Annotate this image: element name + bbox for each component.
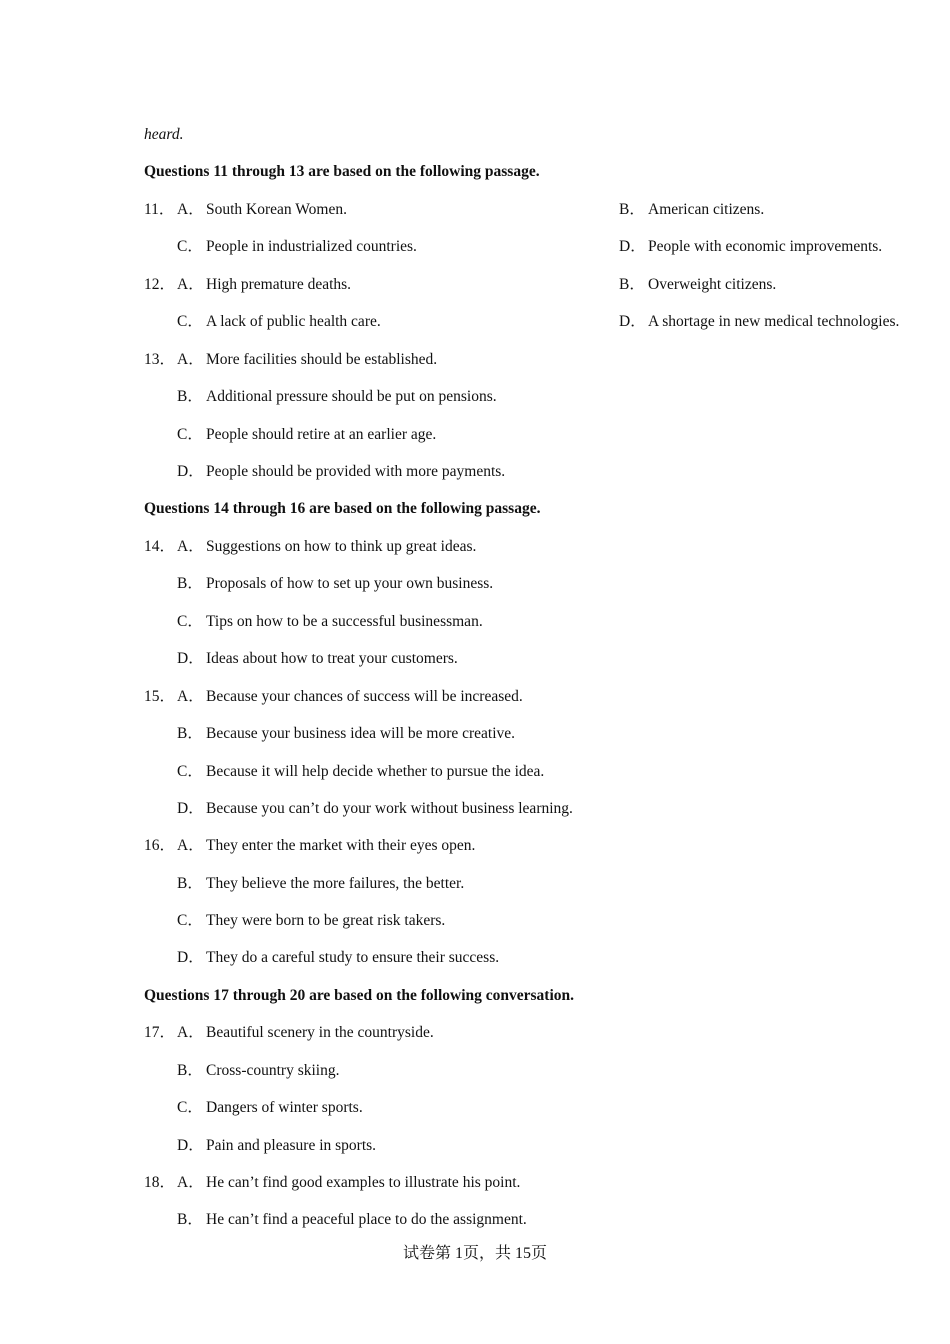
option-letter: C． xyxy=(177,238,203,255)
question-12 xyxy=(144,275,777,295)
option-line xyxy=(144,462,505,482)
option-text: Overweight citizens. xyxy=(648,276,777,293)
option-d xyxy=(619,312,899,332)
option-d xyxy=(619,237,882,257)
option-letter: A． xyxy=(177,1024,204,1041)
question-number: 11． xyxy=(144,201,175,218)
option-text: Cross-country skiing. xyxy=(206,1062,340,1079)
option-text: Dangers of winter sports. xyxy=(206,1099,363,1116)
option-line xyxy=(144,799,573,819)
section-heading: Questions 17 through 20 are based on the following conversation. xyxy=(144,987,575,1004)
option-text: A shortage in new medical technologies. xyxy=(648,313,900,330)
option-b xyxy=(619,200,764,220)
option-line xyxy=(144,948,499,968)
option-letter: A． xyxy=(177,276,204,293)
option-letter: B． xyxy=(177,575,203,592)
option-letter: C． xyxy=(177,1099,203,1116)
question-12-row-2 xyxy=(144,312,900,332)
option-text: He can’t find a peaceful place to do the assignment. xyxy=(206,1211,527,1228)
lead-in-text: heard. xyxy=(144,126,184,143)
option-letter: B． xyxy=(177,725,203,742)
option-letter: B． xyxy=(177,1062,203,1079)
option-text: Because your chances of success will be increased. xyxy=(206,688,523,705)
section-heading: Questions 11 through 13 are based on the following passage. xyxy=(144,163,540,180)
option-text: Proposals of how to set up your own business. xyxy=(206,575,494,592)
option-text: Because you can’t do your work without business learning. xyxy=(206,800,573,817)
option-text: They do a careful study to ensure their success. xyxy=(206,949,500,966)
option-letter: B． xyxy=(177,875,203,892)
question-number: 18． xyxy=(144,1174,176,1191)
option-line xyxy=(144,762,544,782)
option-line xyxy=(144,612,483,632)
option-text: Tips on how to be a successful businessman. xyxy=(206,613,483,630)
question-number: 13． xyxy=(144,351,176,368)
question-18 xyxy=(144,1173,520,1193)
option-text: Because it will help decide whether to pursue the idea. xyxy=(206,763,545,780)
option-letter: A． xyxy=(177,837,204,854)
option-line xyxy=(144,1210,527,1230)
option-letter: B． xyxy=(177,1211,203,1228)
option-letter: B． xyxy=(177,388,203,405)
option-letter: A． xyxy=(177,351,204,368)
question-number: 14． xyxy=(144,538,176,555)
question-number: 17． xyxy=(144,1024,176,1041)
option-text: Beautiful scenery in the countryside. xyxy=(206,1024,434,1041)
option-b xyxy=(619,275,776,295)
option-text: Pain and pleasure in sports. xyxy=(206,1137,377,1154)
option-letter: C． xyxy=(177,763,203,780)
section-heading: Questions 14 through 16 are based on the following passage. xyxy=(144,500,541,517)
option-letter: C． xyxy=(177,426,203,443)
option-letter: C． xyxy=(177,313,203,330)
question-number: 16． xyxy=(144,837,176,854)
question-15 xyxy=(144,687,523,707)
option-line xyxy=(144,724,515,744)
page-footer: 试卷第 1页，共 15页 xyxy=(402,1245,547,1262)
question-17 xyxy=(144,1023,434,1043)
question-11-row-2 xyxy=(144,237,883,257)
option-text: Additional pressure should be put on pensions. xyxy=(206,388,497,405)
option-text: He can’t find good examples to illustrate his point. xyxy=(206,1174,521,1191)
option-text: They were born to be great risk takers. xyxy=(206,912,446,929)
option-letter: B． xyxy=(619,276,645,293)
option-text: People in industrialized countries. xyxy=(206,238,417,255)
option-letter: A． xyxy=(177,1174,204,1191)
question-16 xyxy=(144,836,475,856)
option-text: Because your business idea will be more creative. xyxy=(206,725,516,742)
option-text: South Korean Women. xyxy=(206,201,347,218)
question-13 xyxy=(144,350,437,370)
option-letter: D． xyxy=(177,463,204,480)
option-text: People should be provided with more payments. xyxy=(206,463,506,480)
option-text: High premature deaths. xyxy=(206,276,352,293)
option-letter: D． xyxy=(177,650,204,667)
option-letter: B． xyxy=(619,201,645,218)
option-letter: D． xyxy=(619,313,646,330)
option-letter: A． xyxy=(177,538,204,555)
option-line xyxy=(144,574,493,594)
option-text: American citizens. xyxy=(648,201,765,218)
option-text: Ideas about how to treat your customers. xyxy=(206,650,458,667)
option-letter: A． xyxy=(177,688,204,705)
option-letter: D． xyxy=(177,800,204,817)
question-number: 15． xyxy=(144,688,176,705)
option-text: Suggestions on how to think up great ideas. xyxy=(206,538,477,555)
option-line xyxy=(144,1061,339,1081)
question-11 xyxy=(144,200,765,220)
option-letter: D． xyxy=(619,238,646,255)
option-text: People with economic improvements. xyxy=(648,238,883,255)
option-letter: D． xyxy=(177,1137,204,1154)
option-letter: C． xyxy=(177,613,203,630)
option-line xyxy=(144,649,458,669)
option-line xyxy=(144,387,497,407)
option-line xyxy=(144,874,464,894)
option-line xyxy=(144,911,445,931)
option-line xyxy=(144,425,436,445)
option-text: They enter the market with their eyes open. xyxy=(206,837,476,854)
option-text: People should retire at an earlier age. xyxy=(206,426,437,443)
question-14 xyxy=(144,537,476,557)
option-letter: A． xyxy=(177,201,204,218)
option-line xyxy=(144,1136,376,1156)
question-number: 12． xyxy=(144,276,176,293)
option-letter: C． xyxy=(177,912,203,929)
option-letter: D． xyxy=(177,949,204,966)
option-text: More facilities should be established. xyxy=(206,351,438,368)
option-text: A lack of public health care. xyxy=(206,313,381,330)
option-line xyxy=(144,1098,363,1118)
option-text: They believe the more failures, the better. xyxy=(206,875,465,892)
